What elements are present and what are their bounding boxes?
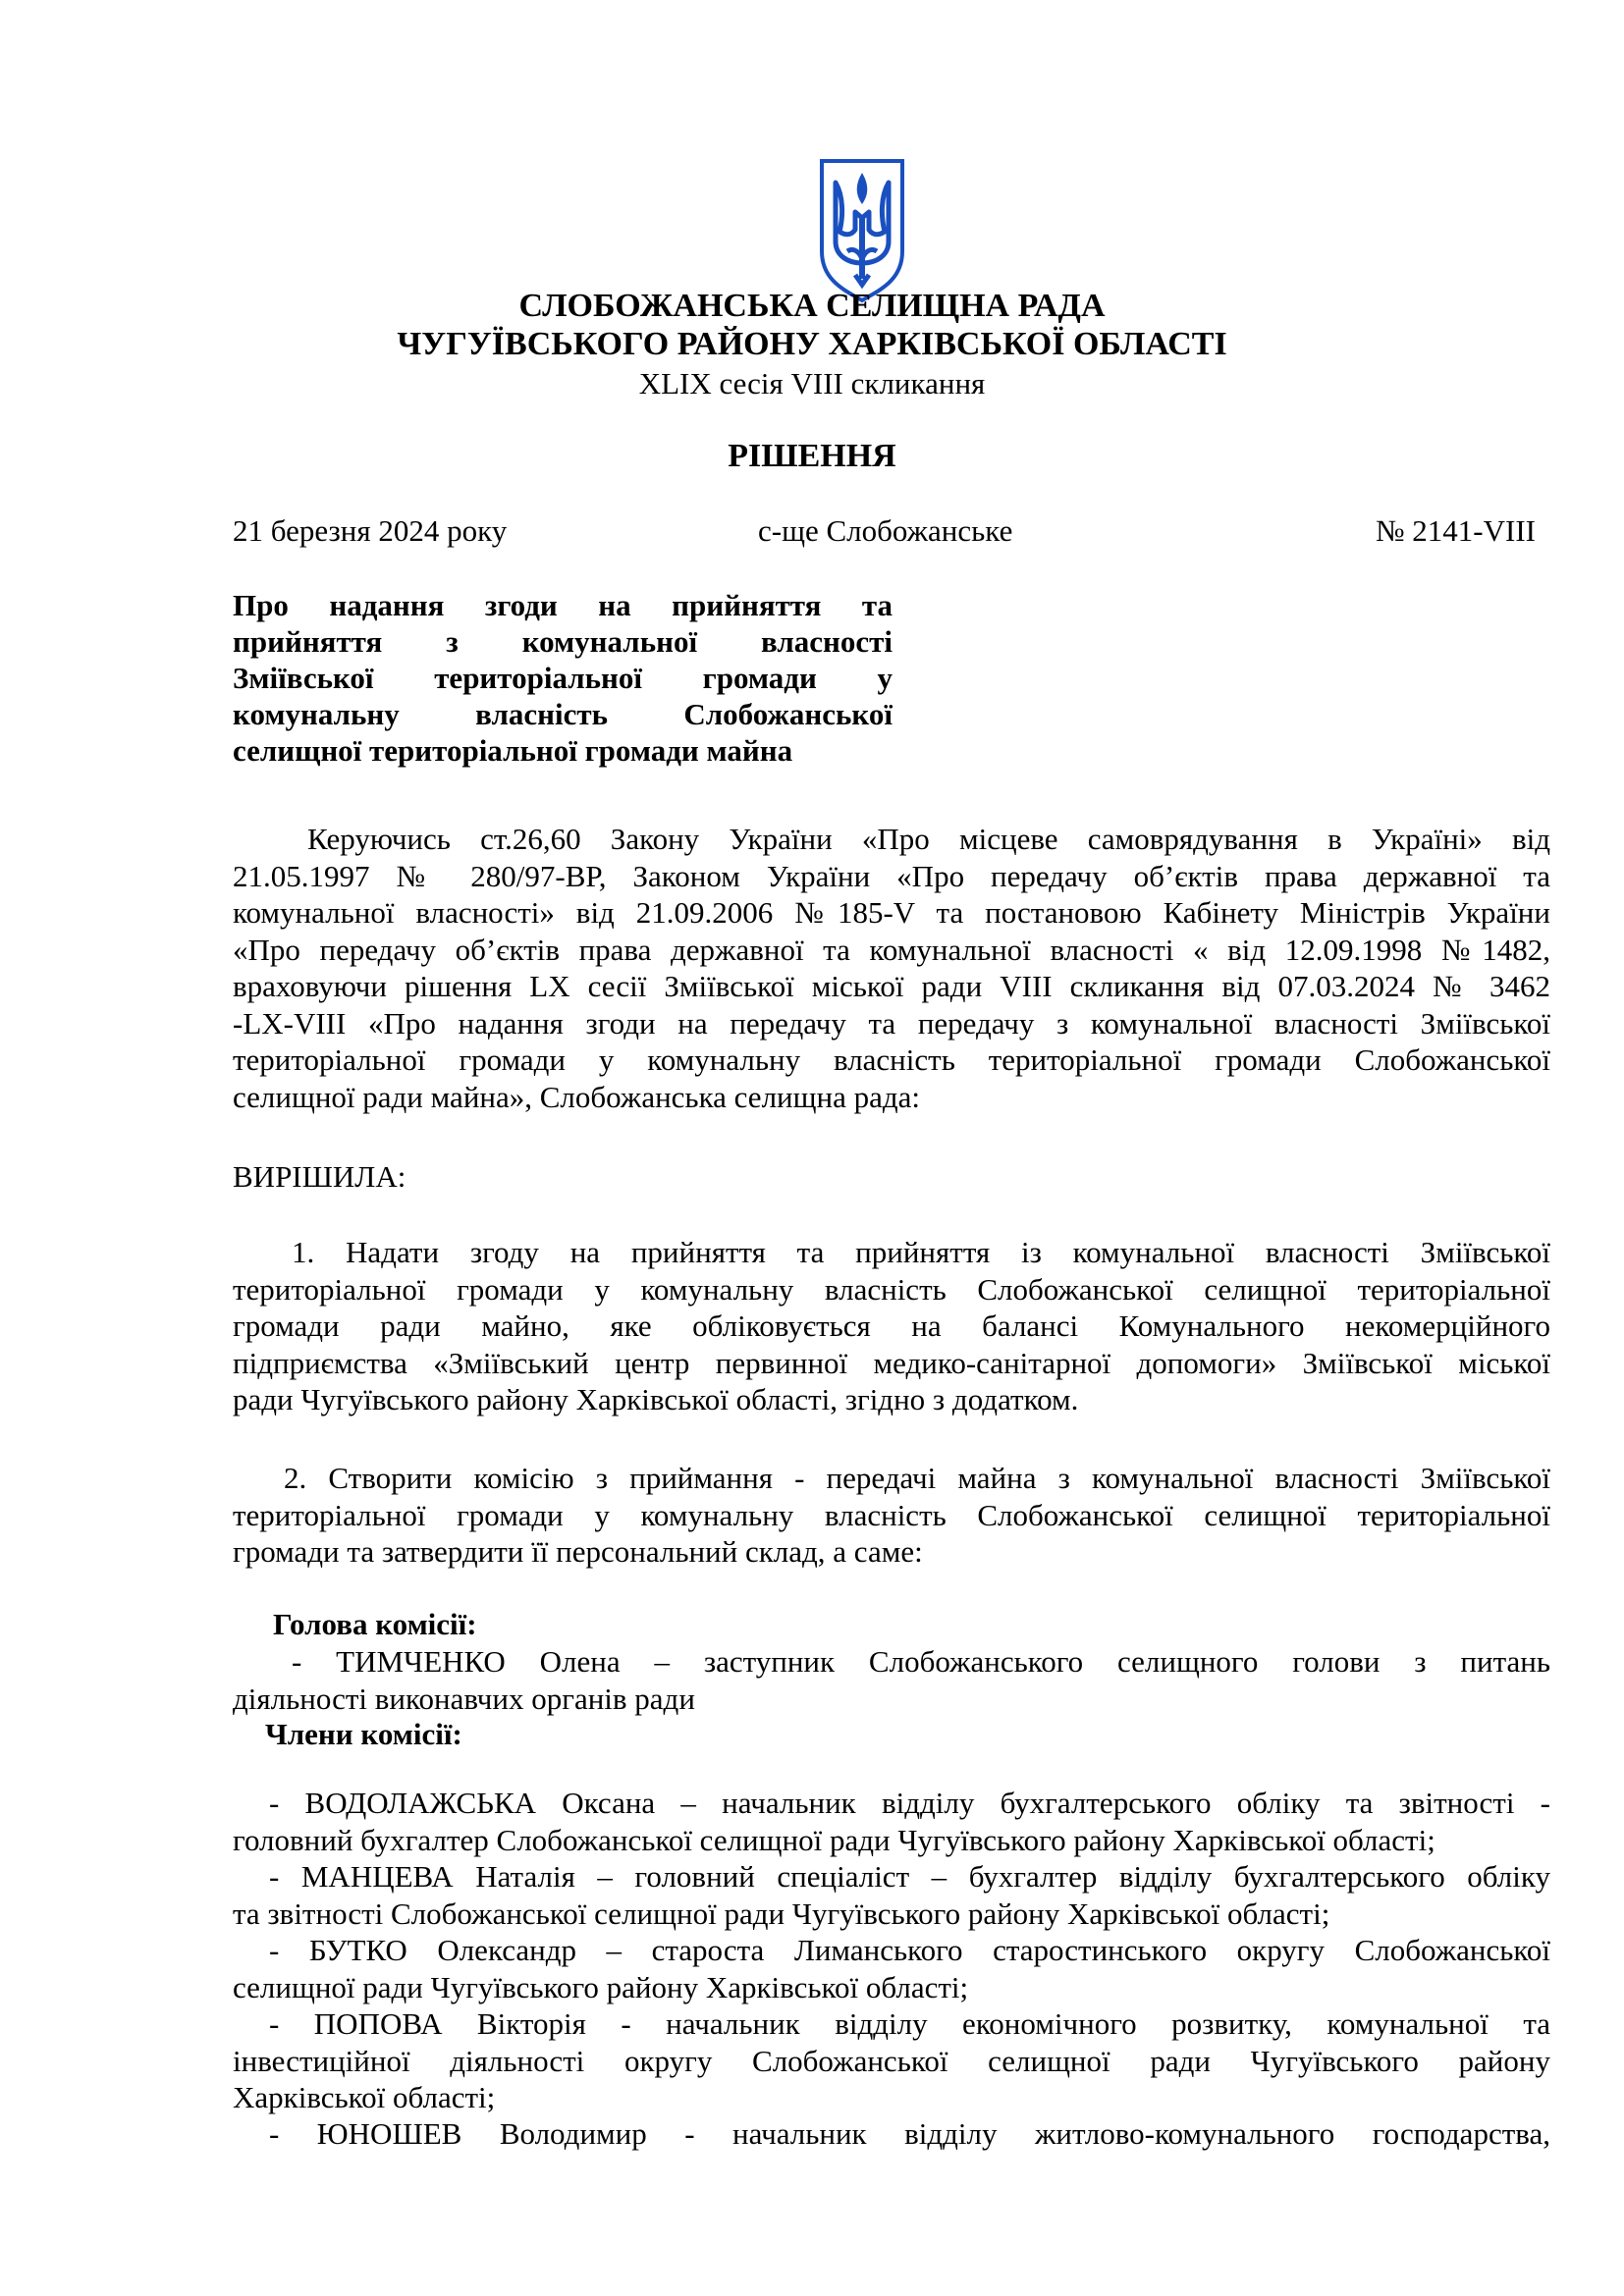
text-line: підприємства «Зміївський центр первинної медико-санітарної допомоги» Зміївської міської bbox=[233, 1345, 1550, 1380]
decision-date: 21 березня 2024 року bbox=[233, 513, 508, 548]
commission-member bbox=[233, 1858, 1550, 1932]
subject-line: селищної територіальної громади майна bbox=[233, 733, 793, 768]
text-line: та звітності Слобожанської селищної ради Чугуївського району Харківської області; bbox=[233, 1896, 1330, 1931]
district-name: ЧУГУЇВСЬКОГО РАЙОНУ ХАРКІВСЬКОЇ ОБЛАСТІ bbox=[397, 326, 1227, 362]
commission-member bbox=[233, 2115, 1550, 2153]
text-line: територіальної громади у комунальну власність Слобожанської селищної територіальної bbox=[233, 1271, 1550, 1307]
commission-members-title: Члени комісії: bbox=[265, 1717, 462, 1751]
item-2-paragraph bbox=[233, 1460, 1550, 1571]
text-line: ради Чугуївського району Харківської області, згідно з додатком. bbox=[233, 1382, 1079, 1416]
commission-head-title: Голова комісії: bbox=[273, 1607, 477, 1641]
text-line: селищної ради Чугуївського району Харківської області; bbox=[233, 1969, 969, 2004]
text-line: головний бухгалтер Слобожанської селищної ради Чугуївського району Харківської області; bbox=[233, 1822, 1435, 1857]
text-line: «Про передачу об’єктів права державної та комунальної власності « від 12.09.1998 №1482, bbox=[233, 932, 1550, 967]
text-line: інвестиційної діяльності округу Слобожанської селищної ради Чугуївського району bbox=[233, 2043, 1550, 2078]
subject-line: прийняття з комунальної власності bbox=[233, 624, 893, 659]
document-type: РІШЕННЯ bbox=[728, 438, 896, 474]
subject-line: комунальну власність Слобожанської bbox=[233, 697, 893, 731]
text-line: 2. Створити комісію з приймання - передачі майна з комунальної власності Зміївської bbox=[284, 1461, 1550, 1495]
commission-member bbox=[233, 1932, 1550, 2005]
text-line: - ПОПОВА Вікторія - начальник відділу економічного розвитку, комунальної та bbox=[269, 2006, 1550, 2041]
commission-member bbox=[233, 1785, 1550, 1858]
text-line: громади та затвердити її персональний склад, а саме: bbox=[233, 1534, 923, 1569]
decided-heading: ВИРІШИЛА: bbox=[233, 1159, 406, 1194]
subject-line: Зміївської територіальної громади у bbox=[233, 661, 893, 695]
commission-member bbox=[233, 2005, 1550, 2116]
text-line: - ТИМЧЕНКО Олена – заступник Слобожанського селищного голови з питань bbox=[292, 1644, 1550, 1679]
text-line: враховуючи рішення LX сесії Зміївської міської ради VIII скликання від 07.03.2024 № 3462 bbox=[233, 969, 1550, 1003]
trident-coat-of-arms-icon bbox=[818, 157, 906, 304]
preamble-paragraph bbox=[233, 821, 1550, 1115]
text-line: Керуючись ст.26,60 Закону України «Про місцеве самоврядування в Україні» від bbox=[307, 822, 1550, 856]
text-line: - МАНЦЕВА Наталія – головний спеціаліст – бухгалтер відділу бухгалтерського обліку bbox=[269, 1859, 1550, 1894]
text-line: комунальної власності» від 21.09.2006 №185-V та постановою Кабінету Міністрів України bbox=[233, 895, 1550, 930]
text-line: 21.05.1997 № 280/97-ВР, Законом України «Про передачу об’єктів права державної та bbox=[233, 858, 1550, 893]
text-line: -LX-VIII «Про надання згоди на передачу та передачу з комунальної власності Зміївської bbox=[233, 1005, 1550, 1041]
decision-place: с-ще Слобожанське bbox=[758, 513, 1013, 548]
council-name: СЛОБОЖАНСЬКА СЕЛИЩНА РАДА bbox=[518, 288, 1106, 324]
subject-line: Про надання згоди на прийняття та bbox=[233, 588, 893, 622]
commission-head bbox=[233, 1643, 1550, 1717]
text-line: - ВОДОЛАЖСЬКА Оксана – начальник відділу бухгалтерського обліку та звітності - bbox=[269, 1786, 1550, 1820]
decision-number: № 2141-VIII bbox=[1375, 513, 1536, 548]
text-line: територіальної громади у комунальну власність Слобожанської селищної територіальної bbox=[233, 1497, 1550, 1532]
session-line: XLIX сесія VIII скликання bbox=[638, 366, 986, 400]
text-line: 1. Надати згоду на прийняття та прийняття із комунальної власності Зміївської bbox=[292, 1235, 1550, 1269]
text-line: територіальної громади у комунальну власність територіальної громади Слобожанської bbox=[233, 1042, 1550, 1077]
text-line: громади ради майно, яке обліковується на балансі Комунального некомерційного bbox=[233, 1308, 1550, 1343]
decision-subject bbox=[233, 587, 893, 769]
text-line: - ЮНОШЕВ Володимир - начальник відділу житлово-комунального господарства, bbox=[269, 2116, 1550, 2151]
item-1-paragraph bbox=[233, 1234, 1550, 1418]
text-line: селищної ради майна», Слобожанська селищна рада: bbox=[233, 1079, 920, 1114]
text-line: Харківської області; bbox=[233, 2080, 496, 2114]
text-line: - БУТКО Олександр – староста Лиманського старостинського округу Слобожанської bbox=[269, 1933, 1550, 1967]
text-line: діяльності виконавчих органів ради bbox=[233, 1681, 695, 1716]
